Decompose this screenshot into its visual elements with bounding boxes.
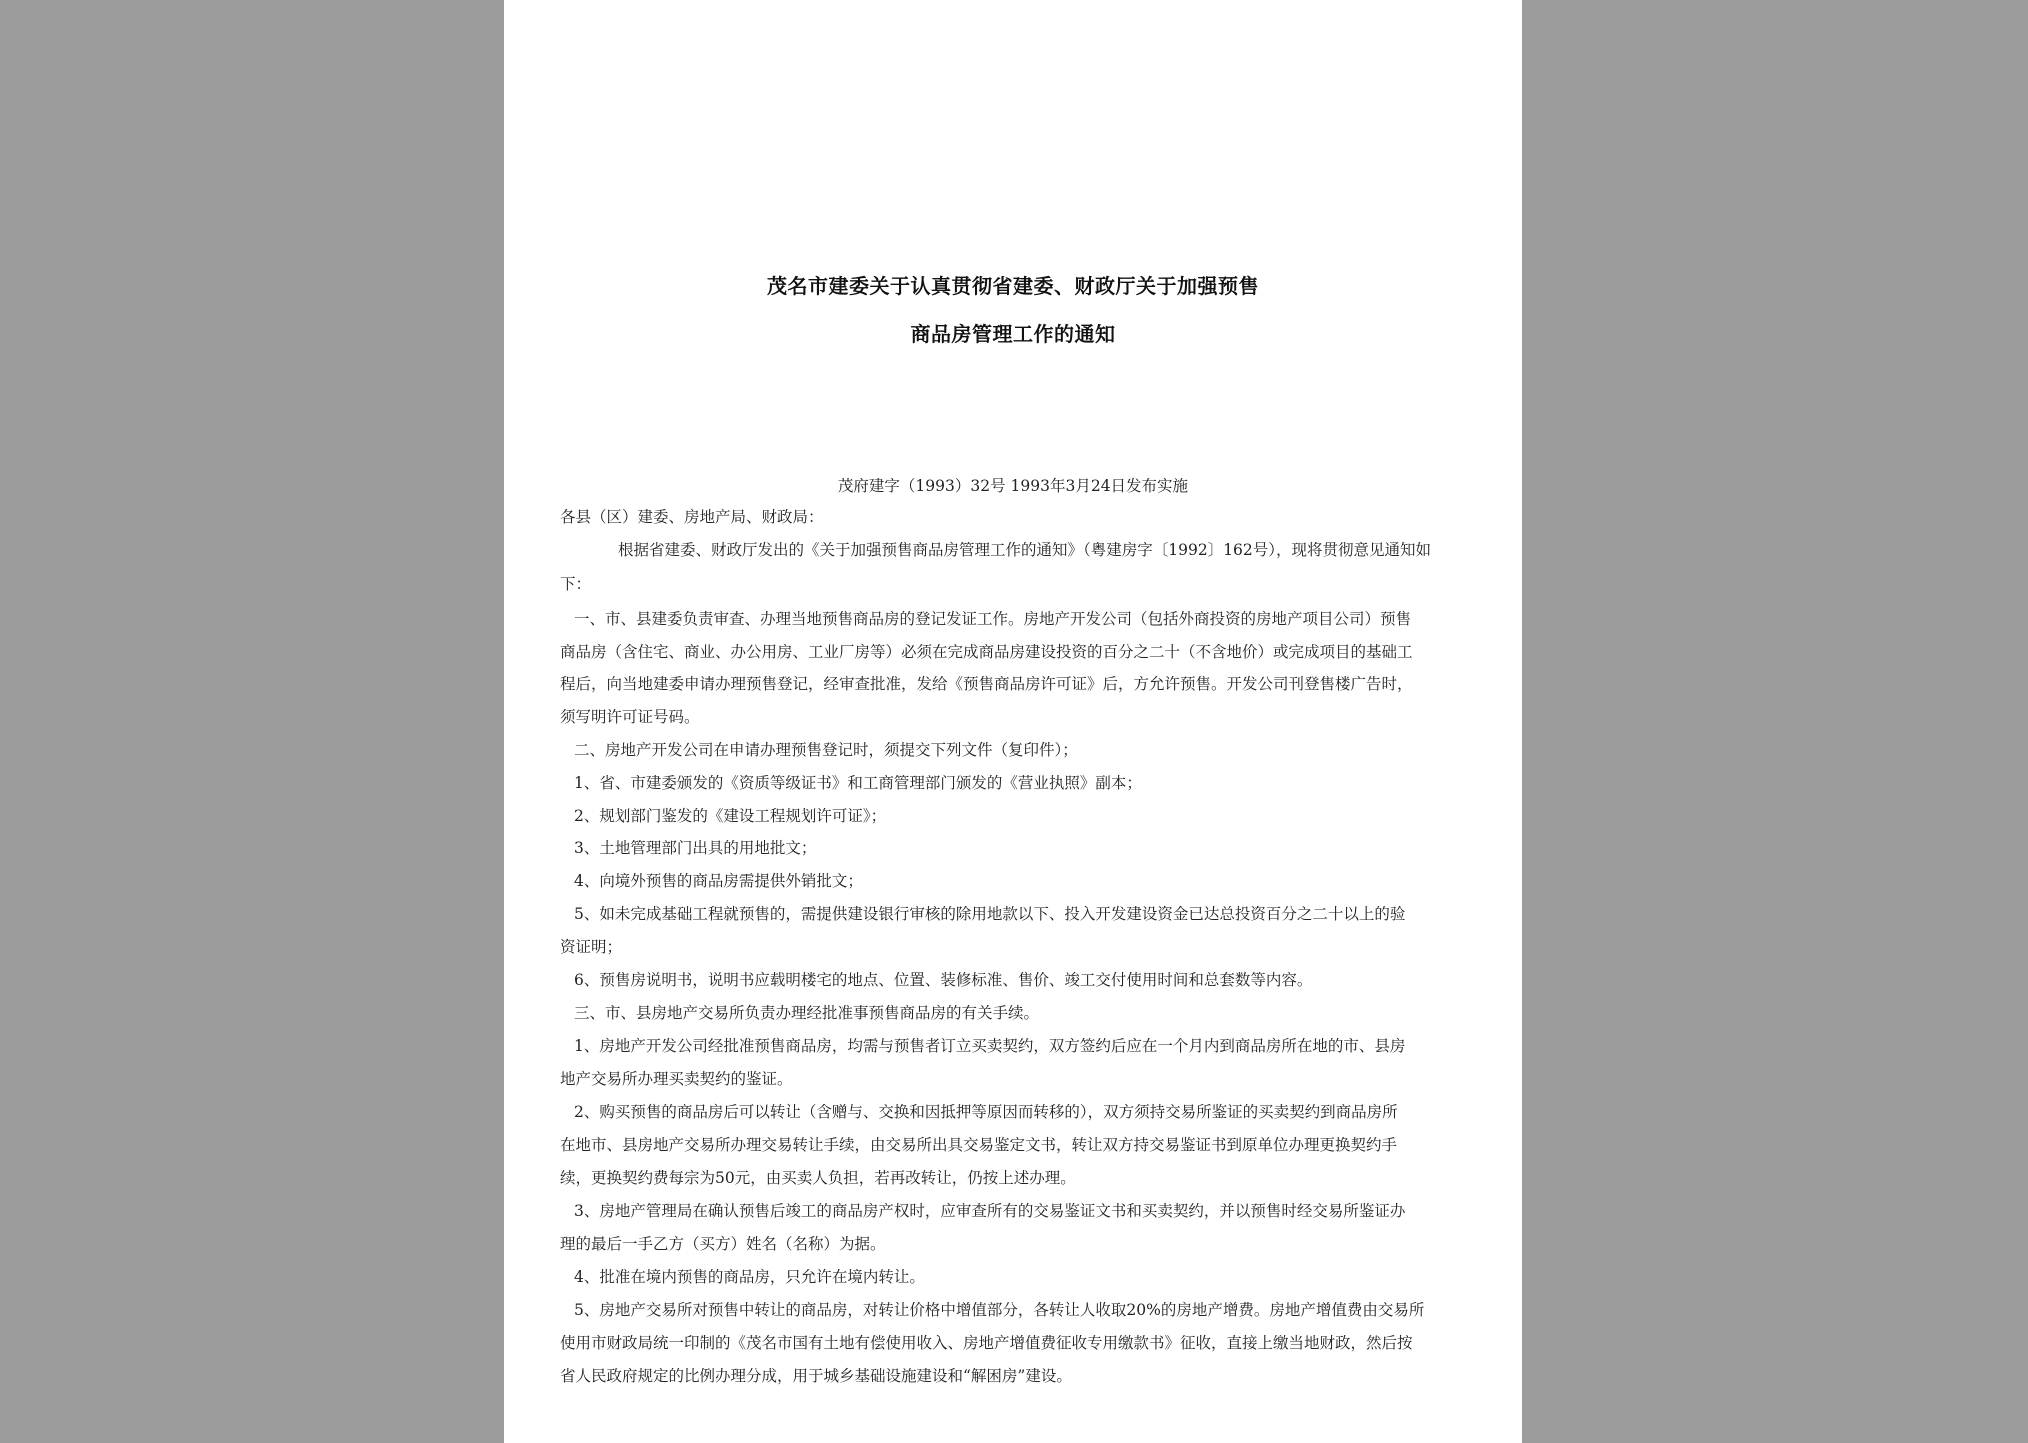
body-line: 使用市财政局统一印制的《茂名市国有土地有偿使用收入、房地产增值费征收专用缴款书》征收，直接上缴当地财政，然后按 [560, 1334, 1413, 1352]
body-line: 须写明许可证号码。 [560, 708, 700, 726]
document-title-line-1: 茂名市建委关于认真贯彻省建委、财政厅关于加强预售 [767, 274, 1259, 298]
document-number: 茂府建字（1993）32号 1993年3月24日发布实施 [837, 477, 1189, 495]
body-line: 程后，向当地建委申请办理预售登记，经审查批准，发给《预售商品房许可证》后，方允许预售。开发公司刊登售楼广告时， [560, 675, 1413, 693]
body-line: 各县（区）建委、房地产局、财政局： [560, 508, 824, 526]
body-line: 地产交易所办理买卖契约的鉴证。 [560, 1070, 793, 1088]
body-line: 4、批准在境内预售的商品房，只允许在境内转让。 [574, 1268, 925, 1286]
body-line: 三、市、县房地产交易所负责办理经批准事预售商品房的有关手续。 [574, 1004, 1040, 1022]
body-line: 理的最后一手乙方（买方）姓名（名称）为据。 [560, 1235, 886, 1253]
body-line: 资证明； [560, 938, 623, 956]
body-line: 续，更换契约费每宗为50元，由买卖人负担，若再改转让，仍按上述办理。 [560, 1169, 1076, 1187]
body-line: 下： [560, 575, 592, 593]
body-line: 在地市、县房地产交易所办理交易转让手续，由交易所出具交易鉴定文书，转让双方持交易鉴证书到原单位办理更换契约手 [560, 1136, 1398, 1154]
body-line: 2、规划部门鉴发的《建设工程规划许可证》； [574, 807, 887, 825]
body-line: 3、房地产管理局在确认预售后竣工的商品房产权时，应审查所有的交易鉴证文书和买卖契约，并以预售时经交易所鉴证办 [574, 1202, 1406, 1220]
body-line: 3、土地管理部门出具的用地批文； [574, 839, 817, 857]
body-line: 6、预售房说明书，说明书应载明楼宅的地点、位置、装修标准、售价、竣工交付使用时间和总套数等内容。 [574, 971, 1313, 989]
document-title-line-2: 商品房管理工作的通知 [910, 322, 1116, 346]
body-line: 4、向境外预售的商品房需提供外销批文； [574, 872, 863, 890]
body-line: 商品房（含住宅、商业、办公用房、工业厂房等）必须在完成商品房建设投资的百分之二十（不含地价）或完成项目的基础工 [560, 643, 1413, 661]
body-line: 省人民政府规定的比例办理分成，用于城乡基础设施建设和“解困房”建设。 [560, 1367, 1072, 1385]
body-line: 根据省建委、财政厅发出的《关于加强预售商品房管理工作的通知》（粤建房字〔1992〕162号），现将贯彻意见通知如 [618, 541, 1432, 559]
body-line: 5、如未完成基础工程就预售的，需提供建设银行审核的除用地款以下、投入开发建设资金已达总投资百分之二十以上的验 [574, 905, 1406, 923]
body-line: 一、市、县建委负责审查、办理当地预售商品房的登记发证工作。房地产开发公司（包括外商投资的房地产项目公司）预售 [574, 610, 1412, 628]
body-line: 5、房地产交易所对预售中转让的商品房，对转让价格中增值部分，各转让人收取20%的房地产增费。房地产增值费由交易所 [574, 1301, 1425, 1319]
body-line: 2、购买预售的商品房后可以转让（含赠与、交换和因抵押等原因而转移的），双方须持交易所鉴证的买卖契约到商品房所 [574, 1103, 1398, 1121]
body-line: 1、省、市建委颁发的《资质等级证书》和工商管理部门颁发的《营业执照》副本； [574, 774, 1142, 792]
body-line: 二、房地产开发公司在申请办理预售登记时，须提交下列文件（复印件）； [574, 741, 1078, 759]
document-page [504, 0, 1522, 1443]
body-line: 1、房地产开发公司经批准预售商品房，均需与预售者订立买卖契约，双方签约后应在一个月内到商品房所在地的市、县房 [574, 1037, 1406, 1055]
